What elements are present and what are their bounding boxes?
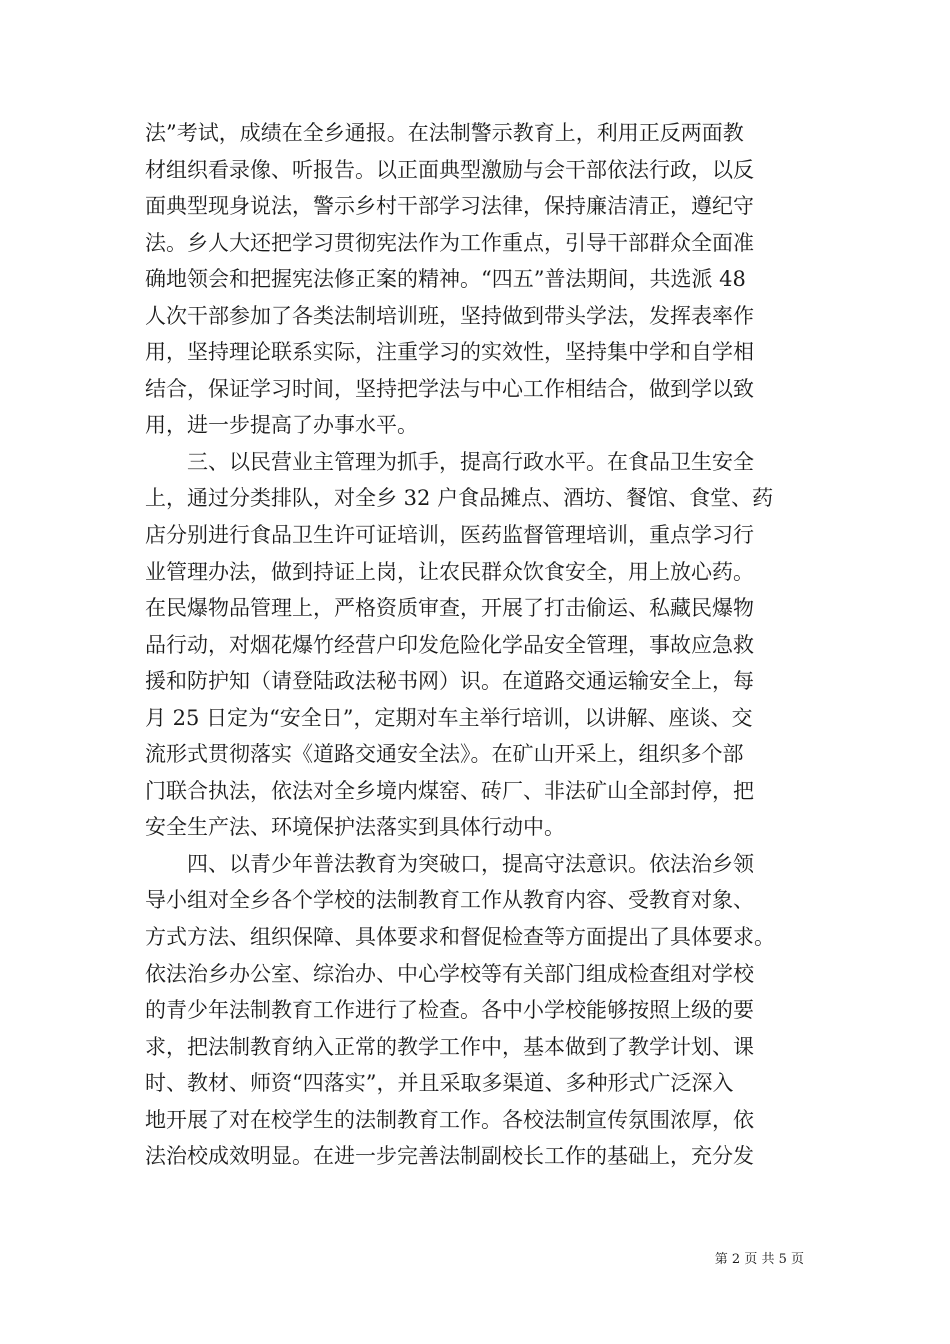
text-line: 面典型现身说法，警示乡村干部学习法律，保持廉洁清正，遵纪守: [145, 194, 754, 219]
page-number: 第 2 页 共 5 页: [714, 1252, 804, 1267]
text-line: 确地领会和把握宪法修正案的精神。“四五”普法期间，共选派 48: [145, 267, 746, 292]
text-line: 结合，保证学习时间，坚持把学法与中心工作相结合，做到学以致: [145, 376, 754, 401]
text-line: 法”考试，成绩在全乡通报。在法制警示教育上，利用正反两面教: [145, 121, 744, 145]
text-line: 求，把法制教育纳入正常的教学工作中，基本做到了教学计划、课: [145, 1034, 754, 1059]
text-line: 四、以青少年普法教育为突破口，提高守法意识。依法治乡领: [145, 851, 754, 876]
text-line: 时、教材、师资“四落实”，并且采取多渠道、多种形式广泛深入: [145, 1071, 734, 1096]
text-line: 在民爆物品管理上，严格资质审查，开展了打击偷运、私藏民爆物: [145, 596, 754, 621]
text-line: 上，通过分类排队，对全乡 32 户食品摊点、酒坊、餐馆、食堂、药: [145, 486, 774, 511]
text-line: 业管理办法，做到持证上岗，让农民群众饮食安全，用上放心药。: [145, 559, 754, 584]
text-line: 品行动，对烟花爆竹经营户印发危险化学品安全管理，事故应急救: [145, 632, 754, 657]
text-line: 门联合执法，依法对全乡境内煤窑、砖厂、非法矿山全部封停，把: [145, 778, 754, 803]
text-line: 法。乡人大还把学习贯彻宪法作为工作重点，引导干部群众全面准: [145, 230, 754, 255]
text-line: 人次干部参加了各类法制培训班，坚持做到带头学法，发挥表率作: [145, 303, 754, 328]
text-line: 流形式贯彻落实《道路交通安全法》。在矿山开采上，组织多个部: [145, 742, 744, 767]
text-line: 导小组对全乡各个学校的法制教育工作从教育内容、受教育对象、: [145, 888, 754, 913]
text-line: 援和防护知（请登陆政法秘书网）识。在道路交通运输安全上，每: [145, 669, 754, 694]
text-line: 法治校成效明显。在进一步完善法制副校长工作的基础上，充分发: [145, 1144, 754, 1169]
text-line: 三、以民营业主管理为抓手，提高行政水平。在食品卫生安全: [145, 449, 754, 474]
text-line: 店分别进行食品卫生许可证培训，医药监督管理培训，重点学习行: [145, 523, 754, 548]
text-line: 地开展了对在校学生的法制教育工作。各校法制宣传氛围浓厚，依: [145, 1107, 754, 1132]
text-line: 的青少年法制教育工作进行了检查。各中小学校能够按照上级的要: [145, 998, 754, 1023]
text-line: 用，坚持理论联系实际，注重学习的实效性，坚持集中学和自学相: [145, 340, 754, 365]
text-line: 月 25 日定为“安全日”，定期对车主举行培训，以讲解、座谈、交: [145, 705, 753, 730]
text-line: 安全生产法、环境保护法落实到具体行动中。: [145, 815, 565, 840]
text-line: 方式方法、组织保障、具体要求和督促检查等方面提出了具体要求。: [145, 925, 775, 950]
body-text: [145, 115, 825, 1175]
text-line: 依法治乡办公室、综治办、中心学校等有关部门组成检查组对学校: [145, 961, 754, 986]
text-line: 材组织看录像、听报告。以正面典型激励与会干部依法行政，以反: [145, 157, 754, 182]
text-line: 用，进一步提高了办事水平。: [145, 413, 418, 438]
